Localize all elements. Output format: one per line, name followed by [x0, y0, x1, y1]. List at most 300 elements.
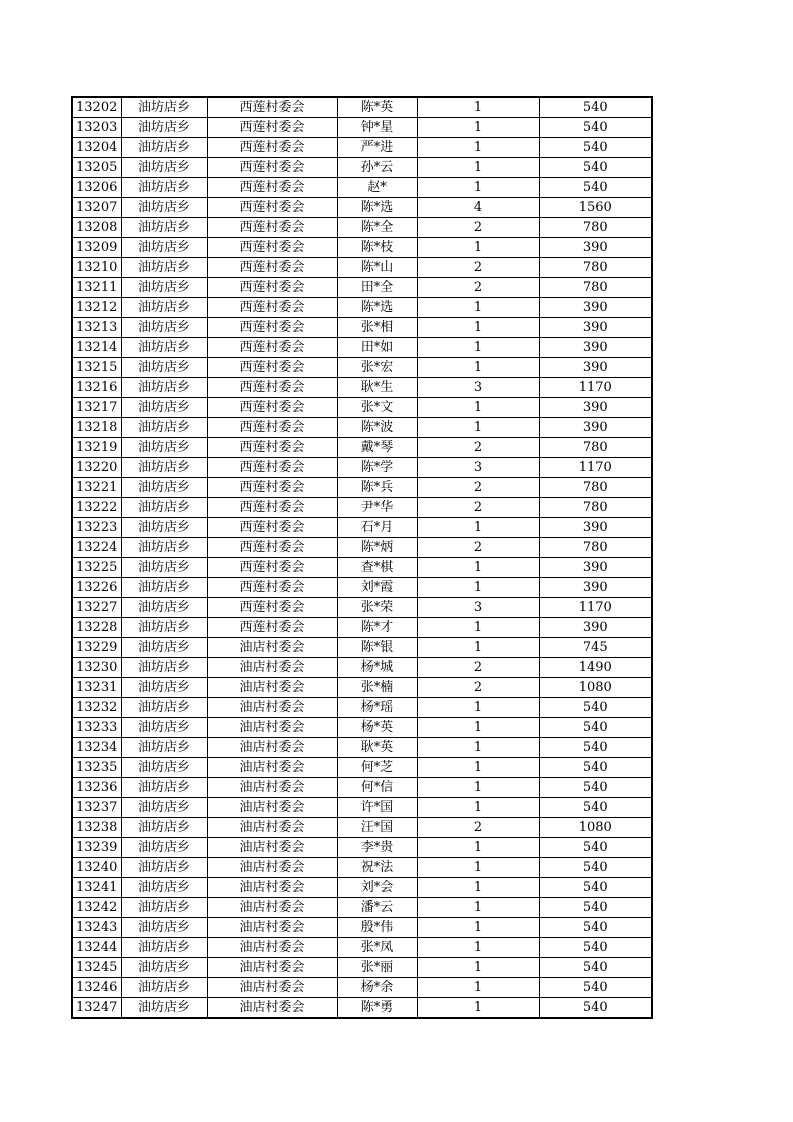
- table-row: [72, 798, 652, 818]
- township-cell: 油坊店乡: [121, 578, 207, 598]
- row-id-cell: 13232: [72, 698, 121, 718]
- person-name-cell: 汪*国: [337, 818, 417, 838]
- amount-cell: 390: [539, 418, 652, 438]
- amount-cell: 390: [539, 558, 652, 578]
- table-row: [72, 738, 652, 758]
- table-row: [72, 338, 652, 358]
- table-row: [72, 318, 652, 338]
- count-cell: 1: [417, 938, 539, 958]
- township-cell: 油坊店乡: [121, 938, 207, 958]
- row-id-cell: 13218: [72, 418, 121, 438]
- amount-cell: 540: [539, 958, 652, 978]
- row-id-cell: 13213: [72, 318, 121, 338]
- row-id-cell: 13219: [72, 438, 121, 458]
- village-committee-cell: 西莲村委会: [207, 378, 337, 398]
- person-name-cell: 杨*余: [337, 978, 417, 998]
- person-name-cell: 祝*法: [337, 858, 417, 878]
- count-cell: 1: [417, 338, 539, 358]
- count-cell: 1: [417, 178, 539, 198]
- person-name-cell: 张*荣: [337, 598, 417, 618]
- table-row: [72, 918, 652, 938]
- row-id-cell: 13211: [72, 278, 121, 298]
- person-name-cell: 何*信: [337, 778, 417, 798]
- count-cell: 1: [417, 238, 539, 258]
- table-row: [72, 198, 652, 218]
- count-cell: 2: [417, 438, 539, 458]
- township-cell: 油坊店乡: [121, 618, 207, 638]
- table-row: [72, 578, 652, 598]
- township-cell: 油坊店乡: [121, 858, 207, 878]
- person-name-cell: 陈*兵: [337, 478, 417, 498]
- person-name-cell: 陈*银: [337, 638, 417, 658]
- table-row: [72, 218, 652, 238]
- township-cell: 油坊店乡: [121, 258, 207, 278]
- township-cell: 油坊店乡: [121, 998, 207, 1019]
- amount-cell: 540: [539, 798, 652, 818]
- township-cell: 油坊店乡: [121, 678, 207, 698]
- amount-cell: 540: [539, 97, 652, 118]
- village-committee-cell: 西莲村委会: [207, 298, 337, 318]
- row-id-cell: 13237: [72, 798, 121, 818]
- count-cell: 1: [417, 158, 539, 178]
- table-row: [72, 158, 652, 178]
- village-committee-cell: 油店村委会: [207, 898, 337, 918]
- township-cell: 油坊店乡: [121, 598, 207, 618]
- village-committee-cell: 西莲村委会: [207, 338, 337, 358]
- count-cell: 2: [417, 478, 539, 498]
- row-id-cell: 13205: [72, 158, 121, 178]
- row-id-cell: 13236: [72, 778, 121, 798]
- village-committee-cell: 油店村委会: [207, 818, 337, 838]
- table-row: [72, 858, 652, 878]
- township-cell: 油坊店乡: [121, 878, 207, 898]
- amount-cell: 540: [539, 718, 652, 738]
- table-row: [72, 478, 652, 498]
- township-cell: 油坊店乡: [121, 738, 207, 758]
- count-cell: 3: [417, 378, 539, 398]
- count-cell: 2: [417, 818, 539, 838]
- amount-cell: 1170: [539, 598, 652, 618]
- village-committee-cell: 西莲村委会: [207, 218, 337, 238]
- township-cell: 油坊店乡: [121, 318, 207, 338]
- count-cell: 1: [417, 318, 539, 338]
- village-committee-cell: 西莲村委会: [207, 97, 337, 118]
- count-cell: 1: [417, 558, 539, 578]
- person-name-cell: 潘*云: [337, 898, 417, 918]
- township-cell: 油坊店乡: [121, 378, 207, 398]
- person-name-cell: 陈*选: [337, 298, 417, 318]
- village-committee-cell: 西莲村委会: [207, 358, 337, 378]
- village-committee-cell: 西莲村委会: [207, 238, 337, 258]
- amount-cell: 1560: [539, 198, 652, 218]
- amount-cell: 540: [539, 778, 652, 798]
- data-table: [71, 96, 653, 1019]
- amount-cell: 540: [539, 858, 652, 878]
- amount-cell: 540: [539, 118, 652, 138]
- village-committee-cell: 西莲村委会: [207, 538, 337, 558]
- township-cell: 油坊店乡: [121, 798, 207, 818]
- amount-cell: 390: [539, 618, 652, 638]
- village-committee-cell: 西莲村委会: [207, 258, 337, 278]
- table-row: [72, 898, 652, 918]
- row-id-cell: 13204: [72, 138, 121, 158]
- village-committee-cell: 西莲村委会: [207, 578, 337, 598]
- table-row: [72, 238, 652, 258]
- row-id-cell: 13226: [72, 578, 121, 598]
- person-name-cell: 陈*山: [337, 258, 417, 278]
- table-row: [72, 118, 652, 138]
- township-cell: 油坊店乡: [121, 818, 207, 838]
- count-cell: 1: [417, 398, 539, 418]
- person-name-cell: 尹*华: [337, 498, 417, 518]
- count-cell: 1: [417, 718, 539, 738]
- table-row: [72, 938, 652, 958]
- village-committee-cell: 西莲村委会: [207, 458, 337, 478]
- amount-cell: 540: [539, 938, 652, 958]
- amount-cell: 1170: [539, 378, 652, 398]
- person-name-cell: 严*进: [337, 138, 417, 158]
- table-row: [72, 358, 652, 378]
- village-committee-cell: 西莲村委会: [207, 478, 337, 498]
- table-row: [72, 558, 652, 578]
- township-cell: 油坊店乡: [121, 638, 207, 658]
- table-row: [72, 418, 652, 438]
- person-name-cell: 张*丽: [337, 958, 417, 978]
- township-cell: 油坊店乡: [121, 918, 207, 938]
- table-row: [72, 618, 652, 638]
- amount-cell: 1170: [539, 458, 652, 478]
- table-row: [72, 598, 652, 618]
- row-id-cell: 13202: [72, 97, 121, 118]
- person-name-cell: 田*如: [337, 338, 417, 358]
- row-id-cell: 13239: [72, 838, 121, 858]
- row-id-cell: 13224: [72, 538, 121, 558]
- township-cell: 油坊店乡: [121, 418, 207, 438]
- row-id-cell: 13230: [72, 658, 121, 678]
- amount-cell: 540: [539, 178, 652, 198]
- row-id-cell: 13203: [72, 118, 121, 138]
- row-id-cell: 13247: [72, 998, 121, 1019]
- table-row: [72, 278, 652, 298]
- amount-cell: 540: [539, 138, 652, 158]
- village-committee-cell: 油店村委会: [207, 698, 337, 718]
- amount-cell: 390: [539, 358, 652, 378]
- person-name-cell: 杨*英: [337, 718, 417, 738]
- township-cell: 油坊店乡: [121, 718, 207, 738]
- table-row: [72, 778, 652, 798]
- village-committee-cell: 油店村委会: [207, 758, 337, 778]
- village-committee-cell: 油店村委会: [207, 918, 337, 938]
- amount-cell: 780: [539, 218, 652, 238]
- amount-cell: 540: [539, 758, 652, 778]
- count-cell: 1: [417, 798, 539, 818]
- count-cell: 1: [417, 738, 539, 758]
- person-name-cell: 杨*城: [337, 658, 417, 678]
- amount-cell: 780: [539, 538, 652, 558]
- row-id-cell: 13234: [72, 738, 121, 758]
- township-cell: 油坊店乡: [121, 518, 207, 538]
- count-cell: 1: [417, 858, 539, 878]
- row-id-cell: 13217: [72, 398, 121, 418]
- amount-cell: 540: [539, 898, 652, 918]
- amount-cell: 540: [539, 918, 652, 938]
- count-cell: 1: [417, 638, 539, 658]
- table-row: [72, 258, 652, 278]
- person-name-cell: 陈*选: [337, 198, 417, 218]
- count-cell: 1: [417, 418, 539, 438]
- village-committee-cell: 西莲村委会: [207, 158, 337, 178]
- row-id-cell: 13208: [72, 218, 121, 238]
- row-id-cell: 13235: [72, 758, 121, 778]
- person-name-cell: 李*贵: [337, 838, 417, 858]
- table-row: [72, 138, 652, 158]
- township-cell: 油坊店乡: [121, 278, 207, 298]
- row-id-cell: 13215: [72, 358, 121, 378]
- township-cell: 油坊店乡: [121, 538, 207, 558]
- amount-cell: 780: [539, 258, 652, 278]
- township-cell: 油坊店乡: [121, 218, 207, 238]
- row-id-cell: 13222: [72, 498, 121, 518]
- person-name-cell: 陈*枝: [337, 238, 417, 258]
- row-id-cell: 13238: [72, 818, 121, 838]
- count-cell: 1: [417, 918, 539, 938]
- village-committee-cell: 西莲村委会: [207, 198, 337, 218]
- township-cell: 油坊店乡: [121, 838, 207, 858]
- count-cell: 3: [417, 598, 539, 618]
- row-id-cell: 13225: [72, 558, 121, 578]
- row-id-cell: 13241: [72, 878, 121, 898]
- person-name-cell: 赵*: [337, 178, 417, 198]
- township-cell: 油坊店乡: [121, 898, 207, 918]
- count-cell: 1: [417, 578, 539, 598]
- row-id-cell: 13220: [72, 458, 121, 478]
- amount-cell: 390: [539, 398, 652, 418]
- row-id-cell: 13246: [72, 978, 121, 998]
- table-row: [72, 698, 652, 718]
- person-name-cell: 张*凤: [337, 938, 417, 958]
- table-row: [72, 458, 652, 478]
- person-name-cell: 查*棋: [337, 558, 417, 578]
- village-committee-cell: 西莲村委会: [207, 118, 337, 138]
- row-id-cell: 13240: [72, 858, 121, 878]
- township-cell: 油坊店乡: [121, 958, 207, 978]
- person-name-cell: 陈*全: [337, 218, 417, 238]
- village-committee-cell: 油店村委会: [207, 958, 337, 978]
- person-name-cell: 陈*英: [337, 97, 417, 118]
- village-committee-cell: 油店村委会: [207, 718, 337, 738]
- count-cell: 2: [417, 658, 539, 678]
- person-name-cell: 刘*霞: [337, 578, 417, 598]
- table-body: [72, 97, 652, 1018]
- table-row: [72, 838, 652, 858]
- table-row: [72, 398, 652, 418]
- township-cell: 油坊店乡: [121, 458, 207, 478]
- person-name-cell: 耿*生: [337, 378, 417, 398]
- count-cell: 1: [417, 698, 539, 718]
- count-cell: 1: [417, 97, 539, 118]
- amount-cell: 1080: [539, 818, 652, 838]
- amount-cell: 540: [539, 998, 652, 1019]
- village-committee-cell: 西莲村委会: [207, 278, 337, 298]
- amount-cell: 540: [539, 838, 652, 858]
- count-cell: 1: [417, 358, 539, 378]
- count-cell: 4: [417, 198, 539, 218]
- person-name-cell: 陈*炳: [337, 538, 417, 558]
- table-row: [72, 818, 652, 838]
- village-committee-cell: 油店村委会: [207, 878, 337, 898]
- township-cell: 油坊店乡: [121, 118, 207, 138]
- amount-cell: 390: [539, 578, 652, 598]
- person-name-cell: 陈*学: [337, 458, 417, 478]
- township-cell: 油坊店乡: [121, 398, 207, 418]
- count-cell: 1: [417, 958, 539, 978]
- table-row: [72, 678, 652, 698]
- person-name-cell: 田*全: [337, 278, 417, 298]
- table-row: [72, 378, 652, 398]
- village-committee-cell: 西莲村委会: [207, 618, 337, 638]
- village-committee-cell: 西莲村委会: [207, 418, 337, 438]
- person-name-cell: 张*文: [337, 398, 417, 418]
- person-name-cell: 钟*星: [337, 118, 417, 138]
- amount-cell: 780: [539, 498, 652, 518]
- village-committee-cell: 西莲村委会: [207, 558, 337, 578]
- village-committee-cell: 西莲村委会: [207, 138, 337, 158]
- village-committee-cell: 油店村委会: [207, 838, 337, 858]
- township-cell: 油坊店乡: [121, 358, 207, 378]
- village-committee-cell: 油店村委会: [207, 738, 337, 758]
- person-name-cell: 许*国: [337, 798, 417, 818]
- row-id-cell: 13212: [72, 298, 121, 318]
- amount-cell: 540: [539, 158, 652, 178]
- amount-cell: 745: [539, 638, 652, 658]
- village-committee-cell: 西莲村委会: [207, 518, 337, 538]
- person-name-cell: 刘*会: [337, 878, 417, 898]
- table-row: [72, 178, 652, 198]
- table-row: [72, 498, 652, 518]
- count-cell: 3: [417, 458, 539, 478]
- village-committee-cell: 西莲村委会: [207, 398, 337, 418]
- count-cell: 2: [417, 538, 539, 558]
- count-cell: 1: [417, 118, 539, 138]
- village-committee-cell: 西莲村委会: [207, 318, 337, 338]
- amount-cell: 390: [539, 518, 652, 538]
- row-id-cell: 13216: [72, 378, 121, 398]
- table-row: [72, 438, 652, 458]
- township-cell: 油坊店乡: [121, 978, 207, 998]
- person-name-cell: 陈*才: [337, 618, 417, 638]
- row-id-cell: 13227: [72, 598, 121, 618]
- amount-cell: 540: [539, 738, 652, 758]
- amount-cell: 390: [539, 298, 652, 318]
- village-committee-cell: 油店村委会: [207, 858, 337, 878]
- row-id-cell: 13228: [72, 618, 121, 638]
- township-cell: 油坊店乡: [121, 698, 207, 718]
- row-id-cell: 13242: [72, 898, 121, 918]
- person-name-cell: 耿*英: [337, 738, 417, 758]
- amount-cell: 1490: [539, 658, 652, 678]
- township-cell: 油坊店乡: [121, 758, 207, 778]
- person-name-cell: 殷*伟: [337, 918, 417, 938]
- person-name-cell: 陈*波: [337, 418, 417, 438]
- table-row: [72, 878, 652, 898]
- row-id-cell: 13223: [72, 518, 121, 538]
- amount-cell: 780: [539, 438, 652, 458]
- township-cell: 油坊店乡: [121, 198, 207, 218]
- person-name-cell: 孙*云: [337, 158, 417, 178]
- count-cell: 2: [417, 258, 539, 278]
- person-name-cell: 张*楠: [337, 678, 417, 698]
- table-row: [72, 658, 652, 678]
- township-cell: 油坊店乡: [121, 478, 207, 498]
- amount-cell: 390: [539, 338, 652, 358]
- row-id-cell: 13214: [72, 338, 121, 358]
- row-id-cell: 13245: [72, 958, 121, 978]
- count-cell: 1: [417, 878, 539, 898]
- village-committee-cell: 油店村委会: [207, 998, 337, 1019]
- table-row: [72, 718, 652, 738]
- count-cell: 1: [417, 898, 539, 918]
- row-id-cell: 13207: [72, 198, 121, 218]
- village-committee-cell: 油店村委会: [207, 778, 337, 798]
- amount-cell: 540: [539, 698, 652, 718]
- count-cell: 1: [417, 758, 539, 778]
- table-row: [72, 958, 652, 978]
- village-committee-cell: 油店村委会: [207, 798, 337, 818]
- count-cell: 1: [417, 778, 539, 798]
- table-row: [72, 298, 652, 318]
- village-committee-cell: 油店村委会: [207, 658, 337, 678]
- village-committee-cell: 西莲村委会: [207, 498, 337, 518]
- count-cell: 1: [417, 978, 539, 998]
- village-committee-cell: 油店村委会: [207, 938, 337, 958]
- table-row: [72, 978, 652, 998]
- row-id-cell: 13229: [72, 638, 121, 658]
- village-committee-cell: 西莲村委会: [207, 438, 337, 458]
- township-cell: 油坊店乡: [121, 97, 207, 118]
- amount-cell: 780: [539, 278, 652, 298]
- amount-cell: 390: [539, 238, 652, 258]
- row-id-cell: 13221: [72, 478, 121, 498]
- township-cell: 油坊店乡: [121, 338, 207, 358]
- table-row: [72, 998, 652, 1019]
- table-row: [72, 97, 652, 118]
- row-id-cell: 13233: [72, 718, 121, 738]
- person-name-cell: 陈*勇: [337, 998, 417, 1019]
- count-cell: 2: [417, 498, 539, 518]
- township-cell: 油坊店乡: [121, 138, 207, 158]
- count-cell: 2: [417, 278, 539, 298]
- count-cell: 1: [417, 838, 539, 858]
- row-id-cell: 13231: [72, 678, 121, 698]
- village-committee-cell: 西莲村委会: [207, 598, 337, 618]
- village-committee-cell: 油店村委会: [207, 978, 337, 998]
- person-name-cell: 杨*瑶: [337, 698, 417, 718]
- township-cell: 油坊店乡: [121, 438, 207, 458]
- table-row: [72, 638, 652, 658]
- village-committee-cell: 西莲村委会: [207, 178, 337, 198]
- row-id-cell: 13243: [72, 918, 121, 938]
- person-name-cell: 何*芝: [337, 758, 417, 778]
- table-row: [72, 538, 652, 558]
- count-cell: 1: [417, 998, 539, 1019]
- count-cell: 2: [417, 678, 539, 698]
- count-cell: 1: [417, 138, 539, 158]
- count-cell: 2: [417, 218, 539, 238]
- table-row: [72, 758, 652, 778]
- row-id-cell: 13206: [72, 178, 121, 198]
- person-name-cell: 石*月: [337, 518, 417, 538]
- amount-cell: 1080: [539, 678, 652, 698]
